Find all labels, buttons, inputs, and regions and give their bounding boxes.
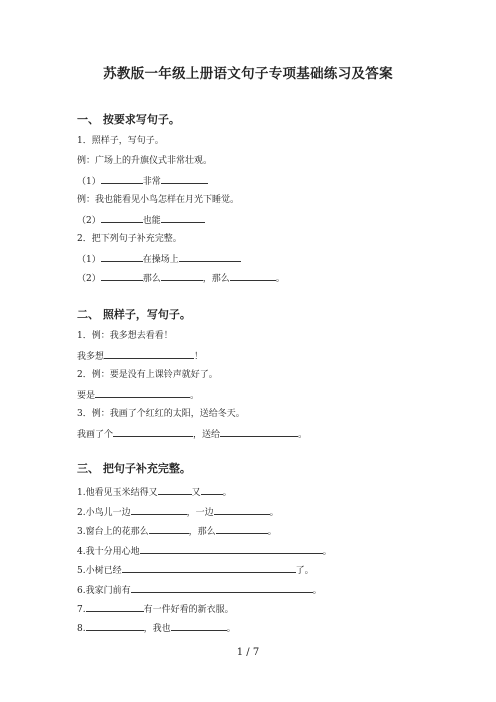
s2-a3 (77, 427, 307, 441)
sentence-part: 5.小树已经 (77, 566, 122, 576)
blank[interactable] (201, 485, 223, 495)
s3-line-5 (77, 563, 314, 577)
s1-b2 (77, 271, 285, 285)
sentence-part: 8. (77, 624, 86, 634)
sentence-part: 4.我十分用心地 (77, 547, 140, 557)
sentence-part: 2.小鸟儿一边 (77, 508, 131, 518)
s3-line-3 (77, 524, 277, 538)
blank[interactable] (86, 602, 144, 612)
answer-mid: 非常 (142, 177, 161, 187)
s1-q2: 2．把下列句子补充完整。 (77, 234, 182, 244)
sentence-part: 。 (226, 624, 236, 634)
section-1-heading: 一、 按要求写句子。 (77, 113, 180, 126)
answer-mid: 也能 (142, 216, 161, 226)
answer-prefix: 要是 (77, 391, 96, 401)
sentence-part: ，一边 (186, 508, 214, 518)
blank[interactable] (101, 271, 143, 281)
s3-line-2 (77, 505, 279, 519)
s3-line-8 (77, 621, 236, 635)
s2-q1: 1．例：我多想去看看！ (77, 331, 173, 341)
s2-q3: 3．例：我画了个红红的太阳，送给冬天。 (77, 409, 245, 419)
answer-end: ！ (194, 352, 204, 362)
answer-end: 。 (275, 274, 285, 284)
s1-example-1: 例：广场上的升旗仪式非常壮观。 (77, 156, 213, 166)
s3-line-7: 7. 有一件好看的新衣服。 (77, 602, 234, 616)
s2-q2: 2．例：要是没有上课铃声就好了。 (77, 370, 218, 380)
answer-mid: ，送给 (193, 430, 221, 440)
answer-prefix: 我多想 (77, 352, 105, 362)
blank[interactable] (101, 213, 143, 223)
blank[interactable] (171, 621, 227, 631)
s2-a1 (77, 349, 203, 363)
blank[interactable] (179, 252, 241, 262)
blank[interactable] (140, 544, 323, 554)
sentence-part: ，我也 (143, 624, 171, 634)
blank[interactable] (214, 505, 270, 515)
blank[interactable] (122, 563, 296, 573)
answer-prefix: （2） (77, 274, 101, 284)
sentence-part: 了。 (295, 566, 314, 576)
sentence-part: 6.我家门前有 (77, 586, 131, 596)
blank[interactable] (161, 174, 208, 184)
sentence-part: 3.窗台上的花那么 (77, 527, 149, 537)
blank[interactable] (101, 174, 143, 184)
sentence-part: 。 (322, 547, 332, 557)
blank[interactable] (113, 427, 193, 437)
page-title: 苏教版一年级上册语文句子专项基础练习及答案 (103, 66, 393, 82)
answer-prefix: 我画了个 (77, 430, 114, 440)
answer-end: 。 (298, 430, 308, 440)
s2-a2 (77, 388, 199, 402)
page-number: 1 / 7 (236, 647, 260, 658)
blank[interactable] (131, 583, 313, 593)
s1-answer-2 (77, 213, 205, 227)
answer-prefix: （2） (77, 216, 101, 226)
s1-answer-1 (77, 174, 208, 188)
s3-line-1 (77, 485, 232, 499)
blank[interactable] (216, 524, 268, 534)
sentence-part: ，那么 (188, 527, 216, 537)
s1-b1 (77, 252, 241, 266)
blank[interactable] (161, 271, 203, 281)
section-2-heading: 二、 照样子，写句子。 (77, 308, 191, 321)
answer-mid: 那么 (142, 274, 161, 284)
blank[interactable] (230, 271, 276, 281)
sentence-part: 。 (269, 508, 279, 518)
blank[interactable] (104, 349, 194, 359)
blank[interactable] (220, 427, 298, 437)
blank[interactable] (158, 485, 192, 495)
sentence-part: 1.他看见玉米结得又 (77, 488, 158, 498)
sentence-part: 有一件好看的新衣服。 (143, 605, 234, 615)
blank[interactable] (149, 524, 189, 534)
blank[interactable] (86, 621, 144, 631)
s3-line-4 (77, 544, 332, 558)
s3-line-6 (77, 583, 322, 597)
sentence-part: 。 (267, 527, 277, 537)
answer-prefix: （1） (77, 177, 101, 187)
blank[interactable] (131, 505, 187, 515)
sentence-part: 。 (222, 488, 232, 498)
sentence-part: 又 (191, 488, 201, 498)
blank[interactable] (95, 388, 190, 398)
blank[interactable] (101, 252, 143, 262)
s1-example-2: 例：我也能看见小鸟怎样在月光下睡觉。 (77, 195, 240, 205)
sentence-part: 。 (312, 586, 322, 596)
blank[interactable] (161, 213, 205, 223)
s1-q1: 1．照样子，写句子。 (77, 136, 164, 146)
answer-end: 。 (190, 391, 200, 401)
section-3-heading: 三、 把句子补充完整。 (77, 462, 191, 475)
answer-mid: ，那么 (202, 274, 230, 284)
answer-prefix: （1） (77, 255, 101, 265)
answer-mid: 在操场上 (142, 255, 179, 265)
